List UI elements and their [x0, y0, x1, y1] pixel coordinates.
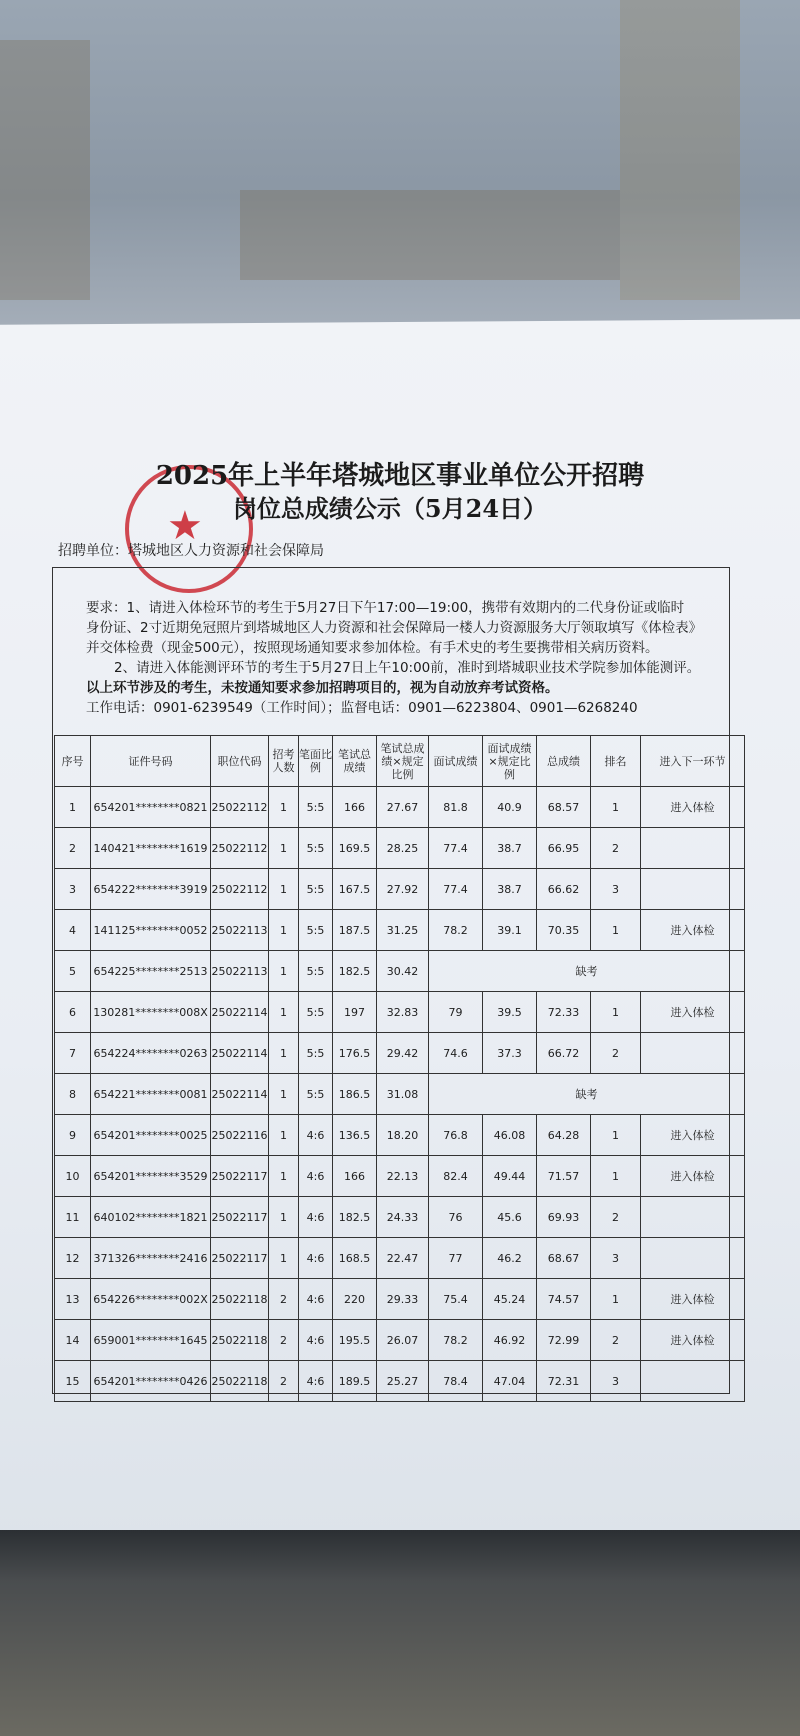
- cell-ratio: 4:6: [299, 1320, 333, 1361]
- cell-interview_w: 39.5: [483, 992, 537, 1033]
- cell-total: 68.67: [537, 1238, 591, 1279]
- notice-subtitle: 岗位总成绩公示（5月24日）: [232, 494, 548, 523]
- cell-no: 14: [55, 1320, 91, 1361]
- cell-next: [641, 828, 745, 869]
- cell-written: 220: [333, 1279, 377, 1320]
- cell-written: 197: [333, 992, 377, 1033]
- requirement-line: 身份证、2寸近期免冠照片到塔城地区人力资源和社会保障局一楼人力资源服务大厅领取填写《体检表》: [86, 620, 703, 636]
- cell-no: 2: [55, 828, 91, 869]
- cell-num: 1: [269, 1197, 299, 1238]
- column-header: 笔试总成绩×规定比例: [377, 736, 429, 787]
- cell-ratio: 5:5: [299, 1033, 333, 1074]
- cell-interview_w: 45.24: [483, 1279, 537, 1320]
- cell-ratio: 4:6: [299, 1238, 333, 1279]
- cell-interview: 78.2: [429, 910, 483, 951]
- cell-code: 25022112: [211, 828, 269, 869]
- cell-ratio: 5:5: [299, 869, 333, 910]
- cell-total: 72.31: [537, 1361, 591, 1402]
- cell-interview_w: 37.3: [483, 1033, 537, 1074]
- cell-interview: 77.4: [429, 869, 483, 910]
- absent-cell: 缺考: [429, 1074, 745, 1115]
- cell-written_w: 25.27: [377, 1361, 429, 1402]
- cell-interview_w: 40.9: [483, 787, 537, 828]
- cell-no: 9: [55, 1115, 91, 1156]
- cell-interview: 77.4: [429, 828, 483, 869]
- cell-total: 64.28: [537, 1115, 591, 1156]
- column-header: 序号: [55, 736, 91, 787]
- cell-rank: 1: [591, 1279, 641, 1320]
- tape-residue: [620, 0, 740, 300]
- cell-num: 1: [269, 1033, 299, 1074]
- table-row: [55, 1115, 745, 1156]
- cell-rank: 3: [591, 869, 641, 910]
- cell-no: 12: [55, 1238, 91, 1279]
- cell-written_w: 22.47: [377, 1238, 429, 1279]
- wall-background: [0, 0, 800, 330]
- cell-written: 189.5: [333, 1361, 377, 1402]
- cell-written_w: 31.08: [377, 1074, 429, 1115]
- table-row: [55, 828, 745, 869]
- cell-num: 1: [269, 869, 299, 910]
- cell-ratio: 5:5: [299, 992, 333, 1033]
- cell-written_w: 26.07: [377, 1320, 429, 1361]
- cell-id: 654222********3919: [91, 869, 211, 910]
- cell-interview_w: 45.6: [483, 1197, 537, 1238]
- cell-next: 进入体检: [641, 910, 745, 951]
- cell-interview: 74.6: [429, 1033, 483, 1074]
- cell-interview_w: 47.04: [483, 1361, 537, 1402]
- cell-no: 10: [55, 1156, 91, 1197]
- cell-no: 1: [55, 787, 91, 828]
- cell-written_w: 24.33: [377, 1197, 429, 1238]
- cell-written: 166: [333, 1156, 377, 1197]
- column-header: 进入下一环节: [641, 736, 745, 787]
- cell-num: 1: [269, 951, 299, 992]
- ground-background: [0, 1530, 800, 1736]
- table-row: [55, 992, 745, 1033]
- cell-written: 136.5: [333, 1115, 377, 1156]
- recruiting-unit: 招聘单位：塔城地区人力资源和社会保障局: [58, 543, 324, 559]
- cell-code: 25022114: [211, 1074, 269, 1115]
- cell-ratio: 4:6: [299, 1197, 333, 1238]
- cell-total: 74.57: [537, 1279, 591, 1320]
- requirement-line: 并交体检费（现金500元），按照现场通知要求参加体检。有手术史的考生要携带相关病历资料。: [86, 640, 659, 656]
- cell-id: 140421********1619: [91, 828, 211, 869]
- cell-rank: 3: [591, 1361, 641, 1402]
- cell-id: 141125********0052: [91, 910, 211, 951]
- cell-written: 195.5: [333, 1320, 377, 1361]
- cell-interview: 77: [429, 1238, 483, 1279]
- cell-written: 176.5: [333, 1033, 377, 1074]
- cell-num: 1: [269, 910, 299, 951]
- cell-written_w: 28.25: [377, 828, 429, 869]
- cell-written: 166: [333, 787, 377, 828]
- table-row: [55, 1197, 745, 1238]
- cell-num: 1: [269, 1115, 299, 1156]
- tape-residue: [0, 40, 90, 300]
- cell-no: 8: [55, 1074, 91, 1115]
- cell-id: 654201********3529: [91, 1156, 211, 1197]
- table-row: [55, 1238, 745, 1279]
- cell-rank: 2: [591, 1320, 641, 1361]
- table-row: [55, 910, 745, 951]
- table-row: [55, 951, 745, 992]
- notice-title: 2025年上半年塔城地区事业单位公开招聘: [155, 461, 645, 491]
- cell-total: 69.93: [537, 1197, 591, 1238]
- cell-rank: 1: [591, 992, 641, 1033]
- cell-written: 182.5: [333, 951, 377, 992]
- cell-id: 654225********2513: [91, 951, 211, 992]
- cell-id: 659001********1645: [91, 1320, 211, 1361]
- column-header: 面试成绩×规定比例: [483, 736, 537, 787]
- cell-code: 25022112: [211, 787, 269, 828]
- cell-interview_w: 46.2: [483, 1238, 537, 1279]
- cell-total: 72.99: [537, 1320, 591, 1361]
- cell-next: [641, 1033, 745, 1074]
- cell-next: 进入体检: [641, 1320, 745, 1361]
- cell-code: 25022113: [211, 951, 269, 992]
- cell-interview: 78.4: [429, 1361, 483, 1402]
- cell-interview: 75.4: [429, 1279, 483, 1320]
- cell-written_w: 27.92: [377, 869, 429, 910]
- column-header: 职位代码: [211, 736, 269, 787]
- column-header: 面试成绩: [429, 736, 483, 787]
- column-header: 总成绩: [537, 736, 591, 787]
- cell-ratio: 4:6: [299, 1156, 333, 1197]
- cell-next: [641, 869, 745, 910]
- cell-id: 130281********008X: [91, 992, 211, 1033]
- requirement-line: 2、请进入体能测评环节的考生于5月27日上午10:00前，准时到塔城职业技术学院参加体能测评。: [114, 660, 701, 676]
- cell-id: 654201********0426: [91, 1361, 211, 1402]
- cell-ratio: 4:6: [299, 1361, 333, 1402]
- column-header: 排名: [591, 736, 641, 787]
- cell-rank: 2: [591, 1197, 641, 1238]
- column-header: 证件号码: [91, 736, 211, 787]
- cell-next: [641, 1238, 745, 1279]
- cell-next: [641, 1361, 745, 1402]
- cell-ratio: 5:5: [299, 828, 333, 869]
- cell-num: 2: [269, 1279, 299, 1320]
- cell-written_w: 18.20: [377, 1115, 429, 1156]
- cell-no: 6: [55, 992, 91, 1033]
- cell-ratio: 4:6: [299, 1115, 333, 1156]
- cell-num: 2: [269, 1361, 299, 1402]
- cell-interview: 78.2: [429, 1320, 483, 1361]
- cell-code: 25022114: [211, 992, 269, 1033]
- cell-id: 654226********002X: [91, 1279, 211, 1320]
- table-row: [55, 1361, 745, 1402]
- cell-interview: 76.8: [429, 1115, 483, 1156]
- tape-residue: [240, 190, 620, 280]
- cell-rank: 2: [591, 1033, 641, 1074]
- cell-written_w: 29.42: [377, 1033, 429, 1074]
- cell-interview: 81.8: [429, 787, 483, 828]
- cell-id: 640102********1821: [91, 1197, 211, 1238]
- cell-interview_w: 49.44: [483, 1156, 537, 1197]
- cell-ratio: 5:5: [299, 910, 333, 951]
- cell-interview: 79: [429, 992, 483, 1033]
- cell-written_w: 32.83: [377, 992, 429, 1033]
- cell-code: 25022114: [211, 1033, 269, 1074]
- cell-total: 68.57: [537, 787, 591, 828]
- cell-rank: 3: [591, 1238, 641, 1279]
- requirement-line: 要求：1、请进入体检环节的考生于5月27日下午17:00—19:00，携带有效期内的二代身份证或临时: [86, 600, 685, 616]
- cell-written: 168.5: [333, 1238, 377, 1279]
- cell-next: 进入体检: [641, 1279, 745, 1320]
- column-header: 笔面比例: [299, 736, 333, 787]
- table-row: [55, 1074, 745, 1115]
- cell-rank: 1: [591, 787, 641, 828]
- cell-num: 1: [269, 1074, 299, 1115]
- cell-code: 25022117: [211, 1156, 269, 1197]
- cell-written_w: 27.67: [377, 787, 429, 828]
- table-row: [55, 1156, 745, 1197]
- cell-written: 186.5: [333, 1074, 377, 1115]
- cell-num: 1: [269, 787, 299, 828]
- table-body: [55, 787, 745, 1402]
- cell-total: 71.57: [537, 1156, 591, 1197]
- requirement-line: 以上环节涉及的考生，未按通知要求参加招聘项目的，视为自动放弃考试资格。: [86, 680, 559, 696]
- cell-rank: 2: [591, 828, 641, 869]
- cell-written: 169.5: [333, 828, 377, 869]
- cell-interview_w: 39.1: [483, 910, 537, 951]
- contact-phones: 工作电话：0901-6239549（工作时间）；监督电话：0901—6223804、0901—6268240: [86, 700, 638, 716]
- requirements-block: [86, 598, 766, 718]
- cell-written: 187.5: [333, 910, 377, 951]
- cell-id: 654201********0025: [91, 1115, 211, 1156]
- cell-num: 2: [269, 1320, 299, 1361]
- cell-rank: 1: [591, 1115, 641, 1156]
- table-row: [55, 787, 745, 828]
- cell-interview_w: 38.7: [483, 828, 537, 869]
- cell-id: 654224********0263: [91, 1033, 211, 1074]
- cell-id: 371326********2416: [91, 1238, 211, 1279]
- absent-cell: 缺考: [429, 951, 745, 992]
- cell-next: 进入体检: [641, 992, 745, 1033]
- table-row: [55, 1033, 745, 1074]
- table-row: [55, 869, 745, 910]
- cell-code: 25022117: [211, 1197, 269, 1238]
- cell-interview_w: 38.7: [483, 869, 537, 910]
- cell-code: 25022116: [211, 1115, 269, 1156]
- cell-ratio: 5:5: [299, 951, 333, 992]
- cell-next: [641, 1197, 745, 1238]
- cell-interview_w: 46.92: [483, 1320, 537, 1361]
- column-header: 招考人数: [269, 736, 299, 787]
- cell-code: 25022118: [211, 1320, 269, 1361]
- cell-id: 654221********0081: [91, 1074, 211, 1115]
- cell-written: 167.5: [333, 869, 377, 910]
- seal-star-icon: ★: [167, 503, 203, 549]
- cell-total: 66.95: [537, 828, 591, 869]
- cell-next: 进入体检: [641, 1115, 745, 1156]
- cell-interview: 76: [429, 1197, 483, 1238]
- table-header-row: [55, 736, 745, 787]
- cell-total: 66.72: [537, 1033, 591, 1074]
- cell-code: 25022112: [211, 869, 269, 910]
- cell-rank: 1: [591, 1156, 641, 1197]
- cell-num: 1: [269, 828, 299, 869]
- cell-rank: 1: [591, 910, 641, 951]
- cell-total: 72.33: [537, 992, 591, 1033]
- cell-ratio: 5:5: [299, 1074, 333, 1115]
- cell-interview: 82.4: [429, 1156, 483, 1197]
- cell-no: 11: [55, 1197, 91, 1238]
- cell-written_w: 29.33: [377, 1279, 429, 1320]
- cell-no: 13: [55, 1279, 91, 1320]
- cell-code: 25022118: [211, 1361, 269, 1402]
- cell-written: 182.5: [333, 1197, 377, 1238]
- cell-code: 25022113: [211, 910, 269, 951]
- cell-no: 4: [55, 910, 91, 951]
- cell-num: 1: [269, 1156, 299, 1197]
- cell-no: 5: [55, 951, 91, 992]
- cell-next: 进入体检: [641, 1156, 745, 1197]
- cell-id: 654201********0821: [91, 787, 211, 828]
- cell-next: 进入体检: [641, 787, 745, 828]
- cell-code: 25022117: [211, 1238, 269, 1279]
- cell-code: 25022118: [211, 1279, 269, 1320]
- cell-total: 70.35: [537, 910, 591, 951]
- cell-written_w: 22.13: [377, 1156, 429, 1197]
- cell-total: 66.62: [537, 869, 591, 910]
- cell-interview_w: 46.08: [483, 1115, 537, 1156]
- cell-num: 1: [269, 1238, 299, 1279]
- cell-ratio: 5:5: [299, 787, 333, 828]
- cell-no: 3: [55, 869, 91, 910]
- cell-written_w: 30.42: [377, 951, 429, 992]
- cell-ratio: 4:6: [299, 1279, 333, 1320]
- column-header: 笔试总成绩: [333, 736, 377, 787]
- cell-no: 15: [55, 1361, 91, 1402]
- score-table: [54, 735, 745, 1402]
- cell-written_w: 31.25: [377, 910, 429, 951]
- table-row: [55, 1320, 745, 1361]
- cell-num: 1: [269, 992, 299, 1033]
- table-row: [55, 1279, 745, 1320]
- cell-no: 7: [55, 1033, 91, 1074]
